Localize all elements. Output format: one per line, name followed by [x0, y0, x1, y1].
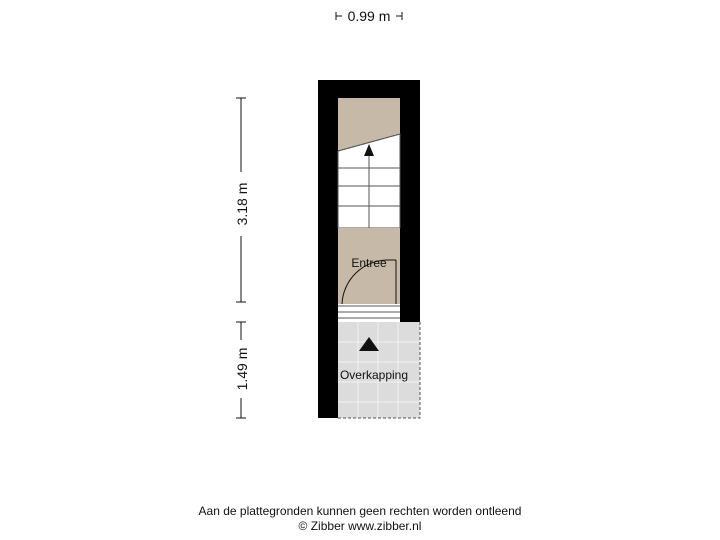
- height-lower-dimension-label: 1.49 m: [234, 347, 250, 391]
- canopy-label: Overkapping: [339, 368, 409, 382]
- width-dimension-label: 0.99 m: [347, 8, 391, 24]
- copyright-text: © Zibber www.zibber.nl: [298, 519, 422, 533]
- height-lower-dimension: [234, 322, 250, 418]
- height-upper-dimension: [234, 98, 250, 302]
- door-threshold: [338, 304, 400, 322]
- canopy-area: [338, 322, 420, 418]
- height-upper-dimension-label: 3.18 m: [234, 182, 250, 226]
- entrance-label: Entree: [351, 256, 387, 270]
- staircase: [338, 134, 400, 228]
- disclaimer-text: Aan de plattegronden kunnen geen rechten worden ontleend: [198, 504, 522, 518]
- width-dimension: [336, 8, 402, 24]
